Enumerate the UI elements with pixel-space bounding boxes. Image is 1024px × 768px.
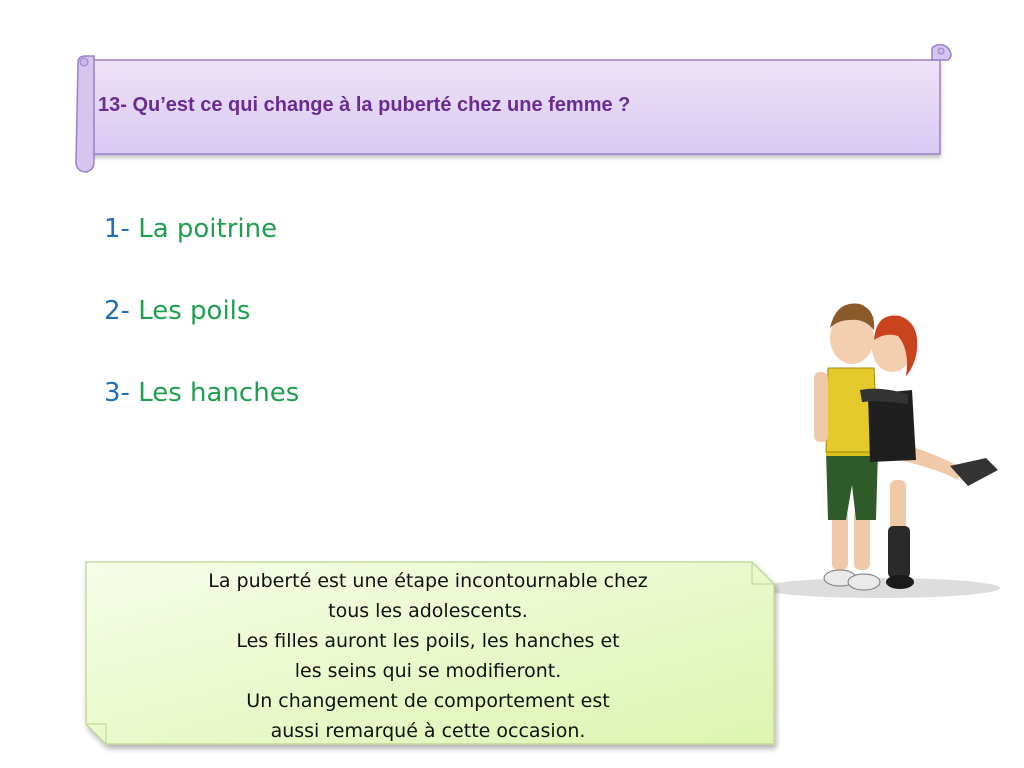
callout-line: La puberté est une étape incontournable chez [208, 570, 648, 592]
callout-line: les seins qui se modifieront. [294, 660, 562, 682]
info-callout [80, 558, 780, 754]
answer-number: 3- [104, 378, 130, 408]
callout-line: aussi remarqué à cette occasion. [270, 720, 586, 742]
callout-line: Les filles auront les poils, les hanches et [236, 630, 620, 652]
callout-text [100, 566, 756, 746]
answer-text: La poitrine [138, 214, 278, 244]
answer-text: Les hanches [138, 378, 300, 408]
couple-image [740, 290, 1010, 610]
answer-item-1 [104, 212, 299, 246]
answer-text: Les poils [138, 296, 251, 326]
callout-line: tous les adolescents. [328, 600, 528, 622]
question-title: 13- Qu’est ce qui change à la puberté chez une femme ? [98, 94, 631, 116]
answer-item-2 [104, 294, 299, 328]
girl-figure [860, 316, 998, 590]
callout-line: Un changement de comportement est [246, 690, 610, 712]
answer-number: 1- [104, 214, 130, 244]
question-banner [68, 44, 960, 176]
couple-illustration [740, 290, 1010, 610]
answer-list [104, 212, 299, 458]
answer-number: 2- [104, 296, 130, 326]
answer-item-3 [104, 376, 299, 410]
